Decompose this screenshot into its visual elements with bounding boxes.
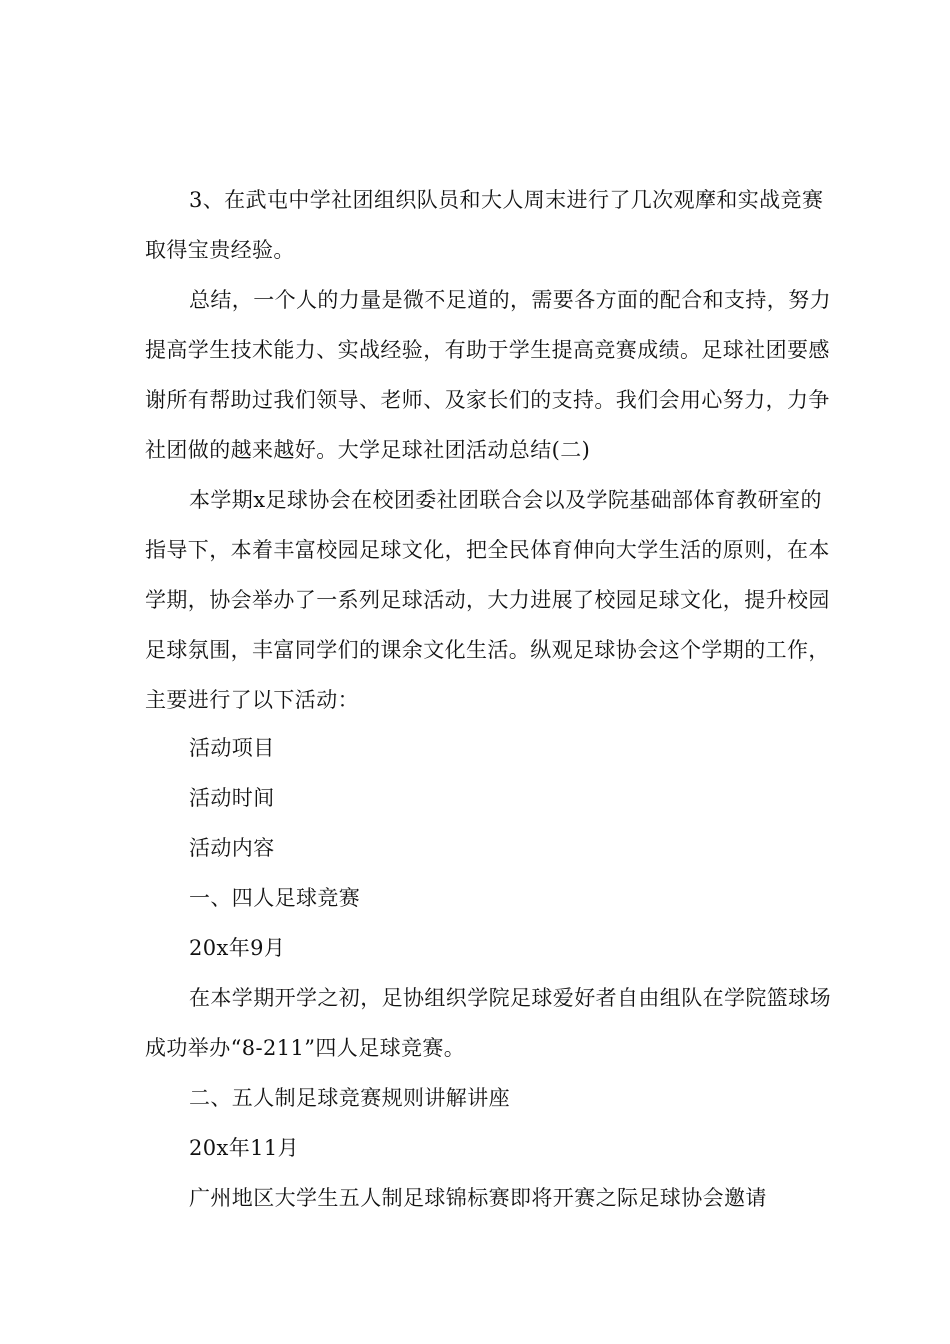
paragraph-four-person-match: 在本学期开学之初，足协组织学院足球爱好者自由组队在学院篮球场成功举办“8-211”四人足球竞赛。 [145, 986, 831, 1060]
label-activity-content: 活动内容 [189, 836, 275, 860]
paragraph-summary: 总结，一个人的力量是微不足道的，需要各方面的配合和支持，努力提高学生技术能力、实战经验，有助于学生提高竞赛成绩。足球社团要感谢所有帮助过我们领导、老师、及家长们的支持。我们会用心努力，力争社团做的越来越好。大学足球社团活动总结(二) [145, 288, 831, 462]
heading-rules-lecture: 二、五人制足球竞赛规则讲解讲座 [189, 1086, 510, 1110]
date-september: 20x年9月 [189, 936, 286, 960]
heading-four-person-match: 一、四人足球竞赛 [189, 886, 361, 910]
label-activity-time: 活动时间 [189, 786, 275, 810]
paragraph-intro: 本学期x足球协会在校团委社团联合会以及学院基础部体育教研室的指导下，本着丰富校园足球文化，把全民体育伸向大学生活的原则，在本学期，协会举办了一系列足球活动，大力进展了校园足球文化，提升校园足球氛围，丰富同学们的课余文化生活。纵观足球协会这个学期的工作，主要进行了以下活动： [145, 488, 830, 712]
label-activity-item: 活动项目 [189, 736, 275, 760]
date-november: 20x年11月 [189, 1136, 300, 1160]
paragraph-experience: 3、在武屯中学社团组织队员和大人周末进行了几次观摩和实战竞赛取得宝贵经验。 [145, 188, 824, 262]
paragraph-guangzhou-tournament: 广州地区大学生五人制足球锦标赛即将开赛之际足球协会邀请 [189, 1186, 767, 1210]
